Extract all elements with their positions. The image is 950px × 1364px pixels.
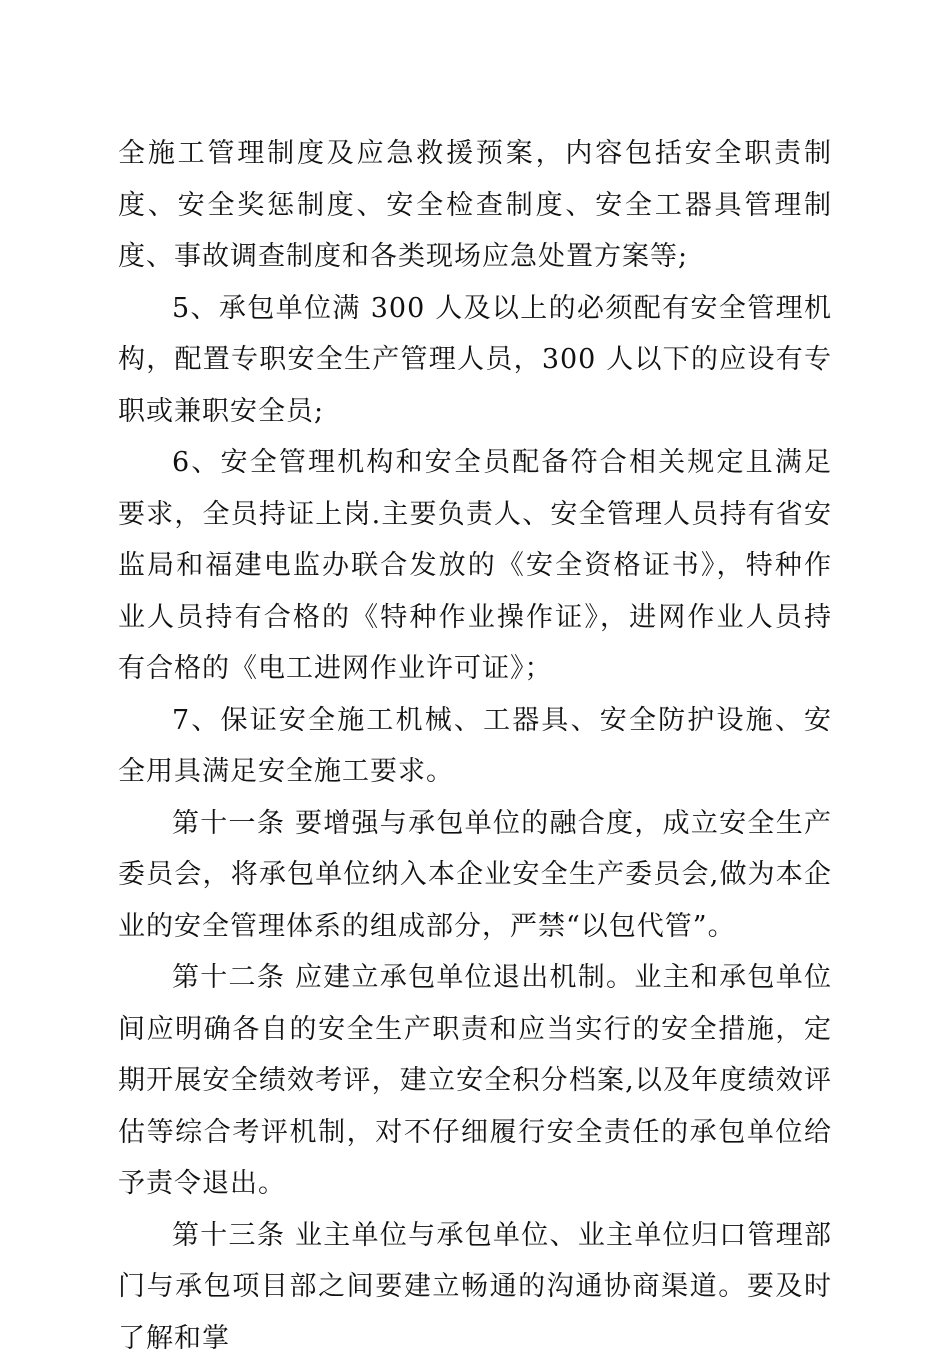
paragraph-item-6: 6、安全管理机构和安全员配备符合相关规定且满足要求，全员持证上岗.主要负责人、安全管理人员持有省安监局和福建电监办联合发放的《安全资格证书》，特种作业人员持有合格的《特种作业操作证》，进网作业人员持有合格的《电工进网作业许可证》； (118, 437, 832, 695)
document-body (118, 128, 832, 1364)
paragraph-item-5: 5、承包单位满 300 人及以上的必须配有安全管理机构，配置专职安全生产管理人员，300 人以下的应设有专职或兼职安全员; (118, 283, 832, 438)
paragraph-article-12: 第十二条 应建立承包单位退出机制。业主和承包单位间应明确各自的安全生产职责和应当实行的安全措施，定期开展安全绩效考评，建立安全积分档案,以及年度绩效评估等综合考评机制，对不仔细履行安全责任的承包单位给予责令退出。 (118, 952, 832, 1210)
paragraph-article-13: 第十三条 业主单位与承包单位、业主单位归口管理部门与承包项目部之间要建立畅通的沟通协商渠道。要及时了解和掌 (118, 1210, 832, 1364)
paragraph-continuation: 全施工管理制度及应急救援预案，内容包括安全职责制度、安全奖惩制度、安全检查制度、安全工器具管理制度、事故调查制度和各类现场应急处置方案等; (118, 128, 832, 283)
paragraph-item-7: 7、保证安全施工机械、工器具、安全防护设施、安全用具满足安全施工要求。 (118, 695, 832, 798)
paragraph-article-11: 第十一条 要增强与承包单位的融合度，成立安全生产委员会，将承包单位纳入本企业安全生产委员会,做为本企业的安全管理体系的组成部分，严禁“以包代管”。 (118, 798, 832, 953)
